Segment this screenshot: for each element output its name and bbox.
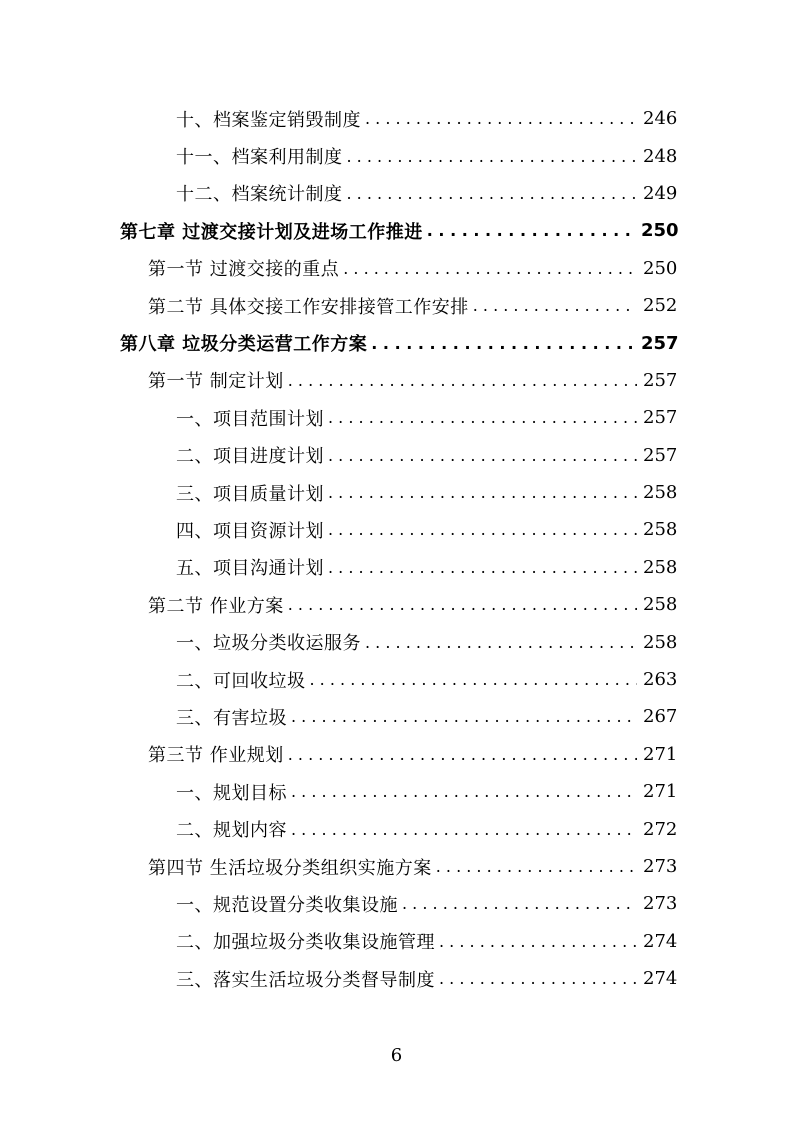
toc-entry-page: 258 xyxy=(643,519,678,541)
dot-leader xyxy=(291,707,637,726)
dot-leader xyxy=(310,670,638,689)
toc-entry-page: 273 xyxy=(643,856,678,877)
toc-entry-page: 249 xyxy=(643,182,678,204)
toc-entry-title: 第一节 过渡交接的重点 xyxy=(148,259,340,281)
toc-entry[interactable] xyxy=(0,474,793,511)
toc-entry-page: 271 xyxy=(643,743,678,765)
toc-entry-page: 272 xyxy=(643,818,678,840)
toc-entry-page: 257 xyxy=(643,369,678,391)
toc-entry-title: 二、项目进度计划 xyxy=(176,446,324,468)
toc-entry-title: 第二节 作业方案 xyxy=(148,595,284,617)
dot-leader xyxy=(371,334,635,353)
dot-leader xyxy=(365,109,637,128)
toc-entry[interactable] xyxy=(0,960,793,997)
toc-entry-title: 三、有害垃圾 xyxy=(176,707,287,729)
toc-entry-page: 258 xyxy=(643,556,678,578)
dot-leader xyxy=(328,446,637,465)
dot-leader xyxy=(291,820,637,839)
toc-entry-page: 271 xyxy=(643,781,678,803)
toc-entry-title: 第七章 过渡交接计划及进场工作推进 xyxy=(120,221,423,243)
toc-section-entry[interactable] xyxy=(0,848,793,885)
toc-entry-title: 第一节 制定计划 xyxy=(148,371,284,393)
toc-entry-page: 274 xyxy=(643,968,678,990)
toc-entry-title: 一、规范设置分类收集设施 xyxy=(176,894,398,916)
toc-entry[interactable] xyxy=(0,137,793,174)
page-number: 6 xyxy=(390,1045,403,1066)
toc-entry-page: 258 xyxy=(643,594,678,616)
toc-section-entry[interactable] xyxy=(0,736,793,773)
toc-entry-title: 一、垃圾分类收运服务 xyxy=(176,633,361,655)
toc-entry-page: 250 xyxy=(641,220,679,242)
toc-section-entry[interactable] xyxy=(0,362,793,399)
dot-leader xyxy=(328,520,637,539)
toc-entry-page: 257 xyxy=(641,332,679,354)
dot-leader xyxy=(427,221,635,240)
toc-entry-title: 三、项目质量计划 xyxy=(176,483,324,505)
toc-entry[interactable] xyxy=(0,661,793,698)
dot-leader xyxy=(291,782,637,801)
toc-entry-page: 258 xyxy=(643,482,678,504)
toc-entry[interactable] xyxy=(0,399,793,436)
dot-leader xyxy=(288,745,637,764)
dot-leader xyxy=(436,857,637,876)
dot-leader xyxy=(328,483,637,502)
toc-entry[interactable] xyxy=(0,623,793,660)
toc-entry-page: 273 xyxy=(643,893,678,915)
toc-entry-page: 274 xyxy=(643,930,678,952)
toc-entry-title: 第二节 具体交接工作安排接管工作安排 xyxy=(148,296,469,318)
dot-leader xyxy=(328,558,637,577)
toc-entry-page: 250 xyxy=(643,257,678,279)
table-of-contents xyxy=(0,100,793,997)
toc-entry-page: 258 xyxy=(643,631,678,653)
dot-leader xyxy=(473,296,637,315)
toc-entry-page: 267 xyxy=(643,706,678,728)
toc-entry-title: 十一、档案利用制度 xyxy=(176,147,343,169)
toc-entry[interactable] xyxy=(0,698,793,735)
toc-entry-title: 二、可回收垃圾 xyxy=(176,670,306,692)
toc-entry-page: 248 xyxy=(643,145,678,167)
toc-section-entry[interactable] xyxy=(0,250,793,287)
toc-entry[interactable] xyxy=(0,885,793,922)
dot-leader xyxy=(347,147,638,166)
toc-entry[interactable] xyxy=(0,175,793,212)
toc-entry[interactable] xyxy=(0,437,793,474)
dot-leader xyxy=(402,894,637,913)
dot-leader xyxy=(347,184,638,203)
toc-entry[interactable] xyxy=(0,549,793,586)
toc-section-entry[interactable] xyxy=(0,287,793,324)
toc-entry[interactable] xyxy=(0,923,793,960)
dot-leader xyxy=(288,371,637,390)
toc-entry-title: 第八章 垃圾分类运营工作方案 xyxy=(120,334,368,356)
toc-entry[interactable] xyxy=(0,511,793,548)
dot-leader xyxy=(288,595,637,614)
toc-entry-title: 十二、档案统计制度 xyxy=(176,184,343,206)
toc-entry-page: 257 xyxy=(643,444,678,466)
toc-section-entry[interactable] xyxy=(0,586,793,623)
toc-entry[interactable] xyxy=(0,810,793,847)
toc-entry-title: 一、规划目标 xyxy=(176,782,287,804)
toc-entry-page: 263 xyxy=(643,669,678,691)
toc-entry-title: 第三节 作业规划 xyxy=(148,745,284,767)
dot-leader xyxy=(439,969,637,988)
toc-entry-title: 十、档案鉴定销毁制度 xyxy=(176,109,361,131)
toc-chapter-entry[interactable] xyxy=(0,324,793,361)
dot-leader xyxy=(365,633,637,652)
toc-entry-title: 四、项目资源计划 xyxy=(176,520,324,542)
toc-entry-title: 一、项目范围计划 xyxy=(176,408,324,430)
toc-entry-page: 252 xyxy=(643,295,678,317)
toc-entry-title: 五、项目沟通计划 xyxy=(176,558,324,580)
toc-chapter-entry[interactable] xyxy=(0,212,793,249)
dot-leader xyxy=(343,259,637,278)
toc-entry-page: 246 xyxy=(643,108,678,130)
toc-entry-page: 257 xyxy=(643,407,678,429)
toc-entry-title: 二、规划内容 xyxy=(176,820,287,842)
toc-entry[interactable] xyxy=(0,100,793,137)
toc-entry-title: 三、落实生活垃圾分类督导制度 xyxy=(176,969,435,991)
toc-entry-title: 第四节 生活垃圾分类组织实施方案 xyxy=(148,857,432,879)
dot-leader xyxy=(439,932,637,951)
toc-entry-title: 二、加强垃圾分类收集设施管理 xyxy=(176,932,435,954)
toc-entry[interactable] xyxy=(0,773,793,810)
dot-leader xyxy=(328,408,637,427)
